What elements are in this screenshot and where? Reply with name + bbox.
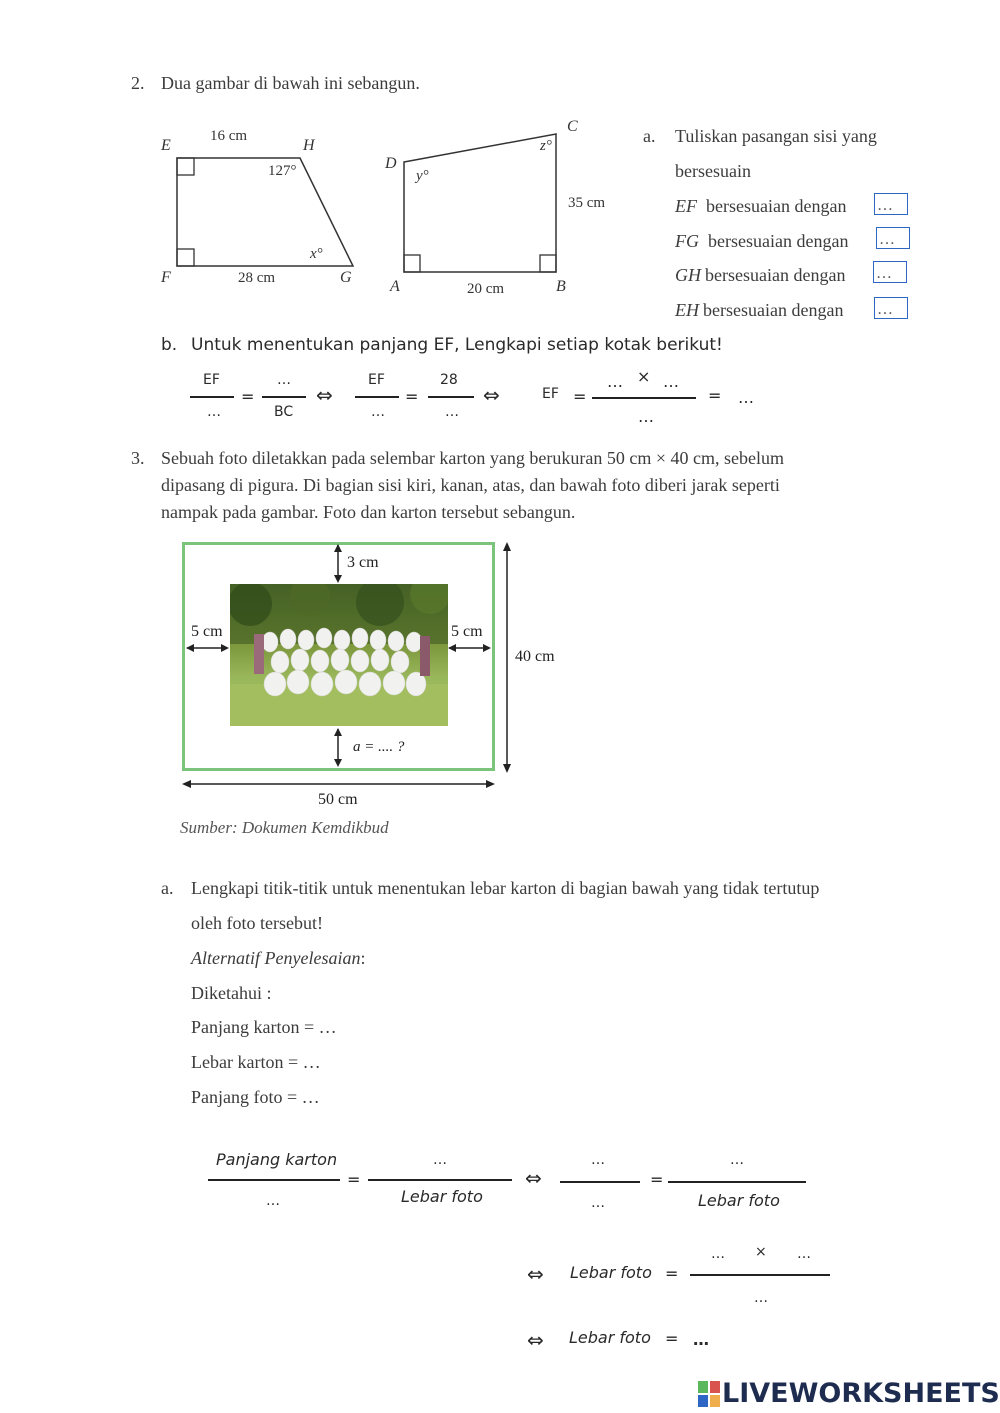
r1-den1: … xyxy=(266,1193,280,1209)
r2-times: × xyxy=(755,1244,767,1260)
r1-num1: Panjang karton xyxy=(216,1150,338,1169)
row-fg-text: bersesuaian dengan xyxy=(708,231,849,251)
quadrilateral-outline xyxy=(404,134,556,272)
eq-sign-4: = xyxy=(708,386,722,405)
r1-num2: … xyxy=(433,1152,447,1168)
side-eh: EH xyxy=(675,300,699,320)
frac3-line xyxy=(355,396,399,398)
r1-den3: … xyxy=(591,1195,605,1211)
label-top-gap: 3 cm xyxy=(347,554,379,571)
right-angle-a xyxy=(404,255,420,272)
eq-sign-3: = xyxy=(573,387,587,406)
label-bc-length: 35 cm xyxy=(568,195,606,211)
label-c: C xyxy=(567,118,578,135)
answer-box-gh[interactable]: … xyxy=(873,261,907,283)
height-arrowhead-up xyxy=(503,542,511,551)
r2-a: … xyxy=(711,1246,725,1262)
alt-solution-colon: : xyxy=(360,948,366,968)
right-angle-b xyxy=(540,255,556,272)
frac2-line xyxy=(262,396,306,398)
q3a-line1: Lengkapi titik-titik untuk menentukan lebar karton di bagian bawah yang tidak tertutup xyxy=(191,878,820,898)
q3a-line2: oleh foto tersebut! xyxy=(191,913,323,933)
group-photo-illustration xyxy=(230,584,448,726)
r2-lhs: Lebar foto xyxy=(570,1263,652,1282)
iff-sign-1: ⇔ xyxy=(316,383,333,407)
r2-line xyxy=(690,1274,830,1276)
frac1-numerator: EF xyxy=(203,372,220,388)
q2b-letter: b. xyxy=(161,335,178,355)
r1-den4: Lebar foto xyxy=(698,1191,780,1210)
eq-sign-1: = xyxy=(241,387,255,406)
label-f: F xyxy=(161,269,171,286)
row-gh-text: bersesuaian dengan xyxy=(705,265,846,285)
row-ef-text: bersesuaian dengan xyxy=(706,196,847,216)
answer-box-ef[interactable]: … xyxy=(874,193,908,215)
q3-line3: nampak pada gambar. Foto dan karton tersebut sebangun. xyxy=(161,502,576,522)
right-angle-f xyxy=(177,249,194,266)
frac2-numerator: … xyxy=(277,372,291,388)
q2a-row-eh xyxy=(675,300,843,321)
q3-number: 3. xyxy=(131,448,145,468)
side-gh: GH xyxy=(675,265,701,285)
known-panjang-karton: Panjang karton = … xyxy=(191,1017,337,1037)
label-angle-h: 127° xyxy=(268,163,297,179)
frac4-denominator: … xyxy=(445,404,459,420)
r3-lhs: Lebar foto xyxy=(569,1328,651,1347)
r1-num4: … xyxy=(730,1152,744,1168)
alt-solution-label: Alternatif Penyelesaian xyxy=(191,948,361,968)
q2-stem: Dua gambar di bawah ini sebangun. xyxy=(161,73,420,93)
ef-result: … xyxy=(738,388,754,407)
label-a: A xyxy=(390,278,400,295)
label-fg-length: 28 cm xyxy=(238,270,276,286)
q2a-letter: a. xyxy=(643,126,656,146)
answer-box-fg[interactable]: … xyxy=(876,227,910,249)
q2a-row-gh xyxy=(675,265,845,286)
q3-line1: Sebuah foto diletakkan pada selembar karton yang berukuran 50 cm × 40 cm, sebelum xyxy=(161,448,784,468)
height-arrowhead-down xyxy=(503,764,511,773)
r1-num3: … xyxy=(591,1152,605,1168)
q2a-row-ef xyxy=(675,196,846,217)
label-h: H xyxy=(303,137,315,154)
q2-number: 2. xyxy=(131,73,145,93)
r1-line4 xyxy=(668,1181,806,1183)
group-photo xyxy=(230,584,448,726)
width-arrowhead-left xyxy=(182,780,191,788)
q3a-letter: a. xyxy=(161,878,174,898)
q2b-text: Untuk menentukan panjang EF, Lengkapi setiap kotak berikut! xyxy=(191,335,723,355)
label-angle-g: x° xyxy=(310,246,323,262)
label-g: G xyxy=(340,269,352,286)
r1-line1 xyxy=(208,1179,340,1181)
q2a-line2: bersesuain xyxy=(675,161,751,181)
figure-source: Sumber: Dokumen Kemdikbud xyxy=(180,818,389,837)
r1-eq2: = xyxy=(650,1170,664,1189)
label-angle-c: z° xyxy=(540,138,552,154)
frac1-denominator: … xyxy=(207,404,221,420)
width-arrowhead-right xyxy=(486,780,495,788)
r2-b: … xyxy=(797,1246,811,1262)
q2a-row-fg xyxy=(675,231,848,252)
label-height: 40 cm xyxy=(515,648,555,665)
trapezoid-outline xyxy=(177,158,353,266)
r2-iff: ⇔ xyxy=(527,1262,544,1286)
frac5-line xyxy=(592,397,696,399)
frac2-denominator: BC xyxy=(274,404,294,420)
label-b: B xyxy=(556,278,566,295)
label-right-gap: 5 cm xyxy=(451,623,483,640)
r3-iff: ⇔ xyxy=(527,1328,544,1352)
r2-den: … xyxy=(754,1290,768,1306)
q3-line2: dipasang di pigura. Di bagian sisi kiri, kanan, atas, dan bawah foto diberi jarak seperti xyxy=(161,475,780,495)
frac1-line xyxy=(190,396,234,398)
prod-a: … xyxy=(607,372,623,391)
r1-line2 xyxy=(368,1179,512,1181)
alt-solution xyxy=(191,948,365,969)
answer-box-eh[interactable]: … xyxy=(874,297,908,319)
iff-sign-2: ⇔ xyxy=(483,383,500,407)
label-d: D xyxy=(385,155,397,172)
label-e: E xyxy=(161,137,171,154)
trapezoid-efgh-figure xyxy=(150,120,380,295)
label-angle-d: y° xyxy=(416,168,429,184)
label-width: 50 cm xyxy=(318,791,358,808)
label-left-gap: 5 cm xyxy=(191,623,223,640)
r1-iff: ⇔ xyxy=(525,1166,542,1190)
liveworksheets-logo-text[interactable]: LIVEWORKSHEETS xyxy=(722,1378,1000,1409)
label-bottom-gap: a = .... ? xyxy=(353,739,405,755)
r2-eq: = xyxy=(665,1264,679,1283)
label-ab-length: 20 cm xyxy=(467,281,505,297)
frac3-numerator: EF xyxy=(368,372,385,388)
eq-sign-2: = xyxy=(405,387,419,406)
row-eh-text: bersesuaian dengan xyxy=(703,300,844,320)
q2a-line1: Tuliskan pasangan sisi yang xyxy=(675,126,877,146)
r1-den2: Lebar foto xyxy=(401,1187,483,1206)
r1-eq1: = xyxy=(347,1170,361,1189)
r3-result: … xyxy=(693,1330,709,1349)
known-panjang-foto: Panjang foto = … xyxy=(191,1087,320,1107)
known-lebar-karton: Lebar karton = … xyxy=(191,1052,321,1072)
right-angle-e xyxy=(177,158,194,175)
frac4-numerator: 28 xyxy=(440,372,458,388)
quadrilateral-abcd-figure xyxy=(380,112,620,297)
ef-lhs: EF xyxy=(542,386,559,402)
side-ef: EF xyxy=(675,196,697,216)
times-sign-1: × xyxy=(637,367,651,386)
frac4-line xyxy=(428,396,474,398)
prod-den: … xyxy=(638,407,654,426)
label-ef-length: 16 cm xyxy=(210,128,248,144)
prod-b: … xyxy=(663,372,679,391)
side-fg: FG xyxy=(675,231,699,251)
liveworksheets-logo-icon xyxy=(698,1381,720,1407)
r3-eq: = xyxy=(665,1329,679,1348)
r1-line3 xyxy=(560,1181,640,1183)
known-label: Diketahui : xyxy=(191,983,272,1003)
frac3-denominator: … xyxy=(371,404,385,420)
